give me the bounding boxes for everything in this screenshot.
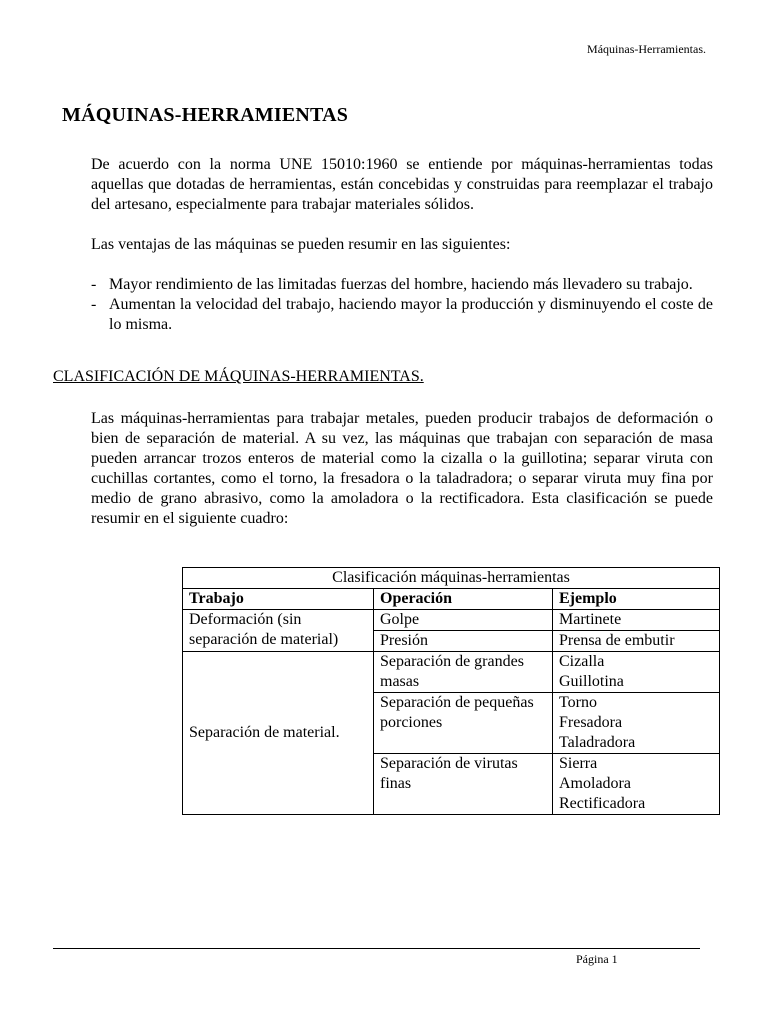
list-item: [91, 295, 713, 335]
advantages-intro: Las ventajas de las máquinas se pueden resumir en las siguientes:: [91, 236, 511, 253]
running-header: Máquinas-Herramientas.: [587, 42, 706, 56]
cell-operacion: Separación de grandes masas: [374, 652, 553, 693]
list-item-text: Mayor rendimiento de las limitadas fuerzas del hombre, haciendo más llevadero su trabajo.: [109, 276, 693, 293]
cell-operacion: Separación de virutas finas: [374, 754, 553, 815]
example-line: Cizalla: [559, 653, 605, 670]
list-item: [91, 275, 713, 295]
cell-trabajo-deformacion: Deformación (sin separación de material): [183, 610, 374, 652]
dash-bullet: -: [91, 296, 97, 313]
example-line: Amoladora: [559, 775, 631, 792]
dash-bullet: -: [91, 276, 97, 293]
classification-paragraph: Las máquinas-herramientas para trabajar metales, pueden producir trabajos de deformación o bien de separación de material. A su vez, las máquinas que trabajan con separación de masa pueden arrancar trozos enteros de material como la cizalla o la guillotina; separar viruta con cuchillas cortantes, como el torno, la fresadora o la taladradora; o separar viruta muy fina por medio de grano abrasivo, como la amoladora o la rectificadora. Esta clasificación se puede resumir en el siguiente cuadro:: [91, 410, 713, 527]
cell-ejemplo: [553, 693, 720, 754]
example-line: Guillotina: [559, 673, 624, 690]
table-caption-row: [183, 568, 720, 589]
header-ejemplo: Ejemplo: [553, 589, 720, 610]
cell-ejemplo: [553, 754, 720, 815]
footer-divider: [53, 948, 700, 949]
section-title: CLASIFICACIÓN DE MÁQUINAS-HERRAMIENTAS.: [53, 368, 424, 385]
example-line: Sierra: [559, 755, 598, 772]
cell-trabajo-separacion: Separación de material.: [183, 652, 374, 815]
header-operacion: Operación: [374, 589, 553, 610]
cell-ejemplo: Martinete: [553, 610, 720, 631]
example-line: Rectificadora: [559, 795, 646, 812]
table-row: [183, 652, 720, 693]
table-caption: Clasificación máquinas-herramientas: [183, 568, 720, 589]
table-row: [183, 610, 720, 631]
example-line: Fresadora: [559, 714, 623, 731]
example-line: Taladradora: [559, 734, 636, 751]
table-header-row: [183, 589, 720, 610]
example-line: Torno: [559, 694, 597, 711]
document-title: MÁQUINAS-HERRAMIENTAS: [62, 104, 349, 126]
cell-operacion: Presión: [374, 631, 553, 652]
cell-ejemplo: [553, 652, 720, 693]
intro-paragraph: De acuerdo con la norma UNE 15010:1960 se entiende por máquinas-herramientas todas aquellas que dotadas de herramientas, están concebidas y construidas para reemplazar el trabajo del artesano, especialmente para trabajar materiales sólidos.: [91, 156, 713, 213]
advantages-list: [91, 275, 713, 335]
cell-operacion: Separación de pequeñas porciones: [374, 693, 553, 754]
list-item-text: Aumentan la velocidad del trabajo, haciendo mayor la producción y disminuyendo el coste de lo misma.: [109, 296, 713, 333]
page-number: Página 1: [576, 952, 618, 966]
cell-ejemplo: Prensa de embutir: [553, 631, 720, 652]
classification-table: [182, 567, 720, 815]
cell-operacion: Golpe: [374, 610, 553, 631]
header-trabajo: Trabajo: [183, 589, 374, 610]
